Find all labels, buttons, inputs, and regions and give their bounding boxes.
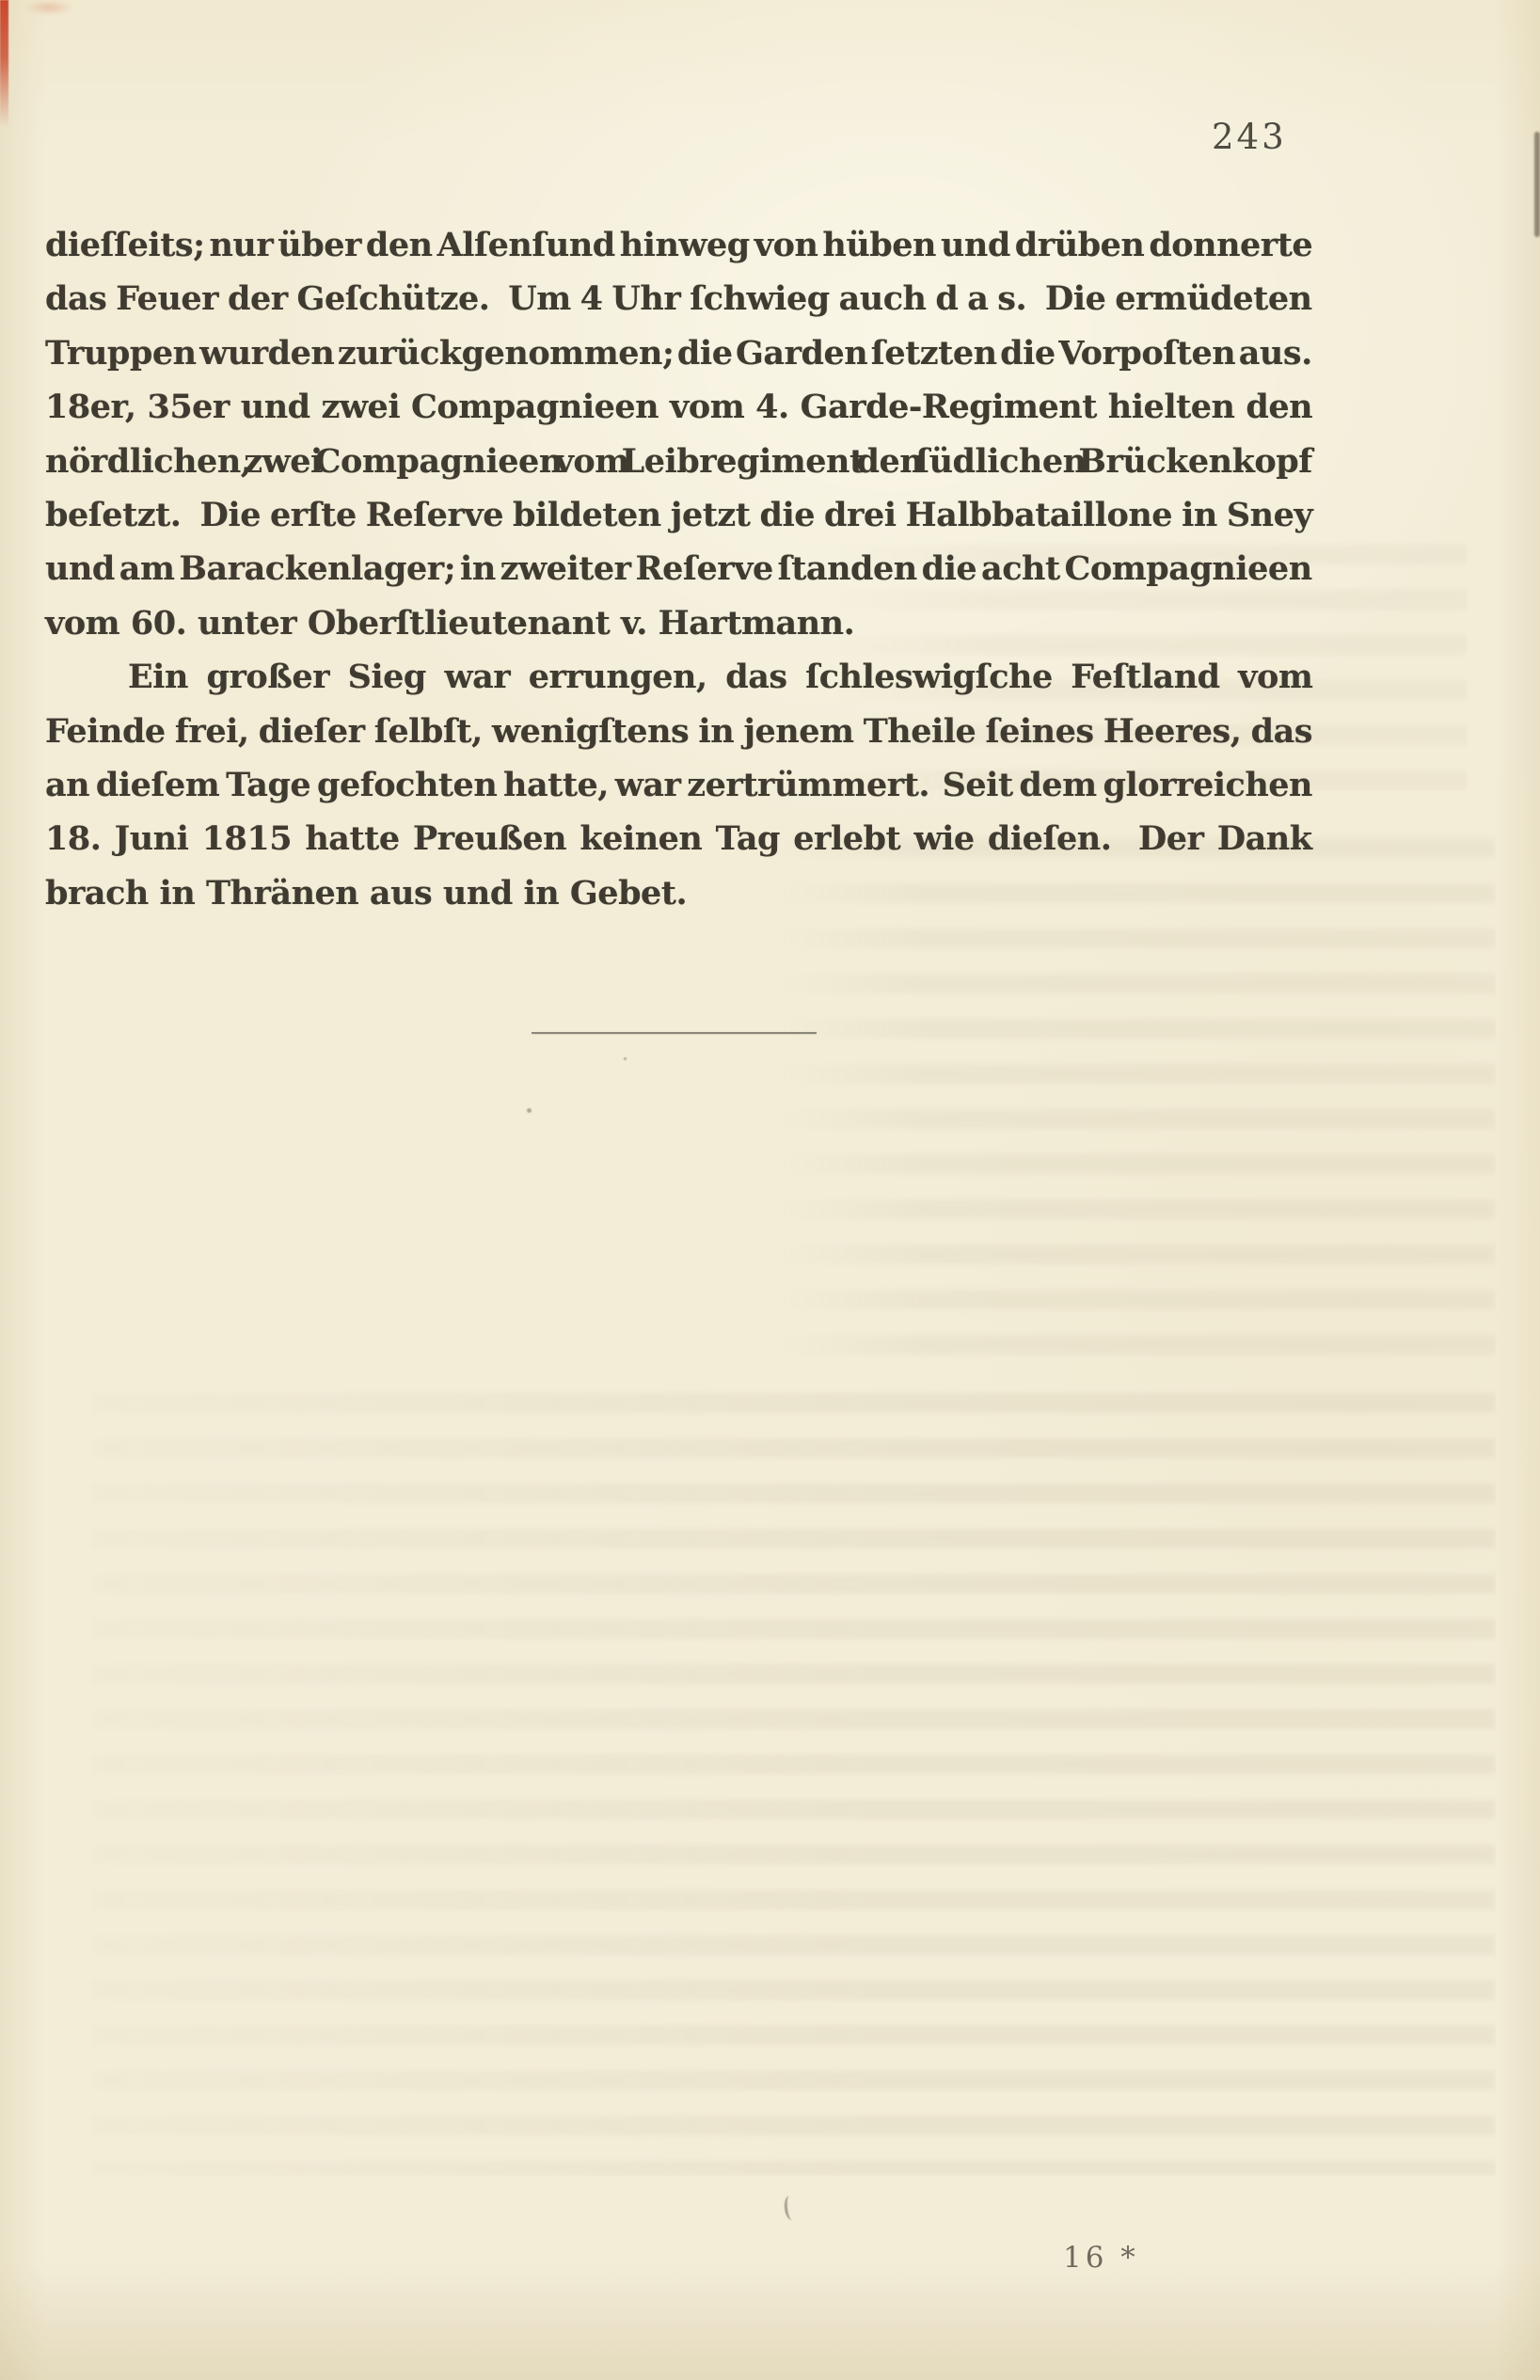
- ink-speck: [624, 1057, 627, 1060]
- text-line: Feinde frei, dieſer ſelbſt, wenigſtens in jenem Theile ſeines Heeres, das: [45, 711, 1312, 751]
- text-line: brach in Thränen aus und in Gebet.: [45, 873, 688, 912]
- text-line: vom 60. unter Oberſtlieutenant v. Hartmann.: [45, 603, 855, 643]
- red-ribbon-artifact: [0, 0, 8, 127]
- page-edge-shadow: [1534, 132, 1540, 237]
- text-line: beſetzt. Die erſte Reſerve bildeten jetzt die drei Halbbataillone in Sney: [45, 495, 1313, 534]
- text-line: Ein großer Sieg war errungen, das ſchleswigſche Feſtland vom: [128, 658, 1313, 697]
- text-line: und am Barackenlager; in zweiter Reſerve ſtanden die acht Compagnieen: [45, 549, 1312, 589]
- main-text-block: [45, 218, 1312, 920]
- red-smudge-artifact: [24, 0, 73, 15]
- text-line: an dieſem Tage gefochten hatte, war zertrümmert. Seit dem glorreichen: [45, 765, 1313, 804]
- text-line: 18er, 35er und zwei Compagnieen vom 4. Garde-Regiment hielten den: [45, 388, 1313, 427]
- text-line: nördlichen, zwei Compagnieen vom Leibregiment den ſüdlichen Brückenkopf: [45, 441, 1312, 481]
- text-line: Truppen wurden zurückgenommen; die Garden ſetzten die Vorpoſten aus.: [45, 333, 1312, 373]
- ink-speck: [527, 1108, 532, 1113]
- text-line: 18. Juni 1815 hatte Preußen keinen Tag erlebt wie dieſen. Der Dank: [45, 819, 1312, 859]
- bleed-through-artifact: [90, 1381, 1496, 2176]
- page-number: 243: [1212, 117, 1287, 157]
- text-line: das Feuer der Geſchütze. Um 4 Uhr ſchwieg auch d a s. Die ermüdeten: [45, 279, 1312, 319]
- ink-speck: [784, 2195, 799, 2220]
- signature-mark: 16 *: [1063, 2241, 1139, 2275]
- section-divider-rule: [532, 1032, 817, 1034]
- text-line: dieſſeits; nur über den Alſenſund hinweg von hüben und drüben donnerte: [45, 226, 1313, 264]
